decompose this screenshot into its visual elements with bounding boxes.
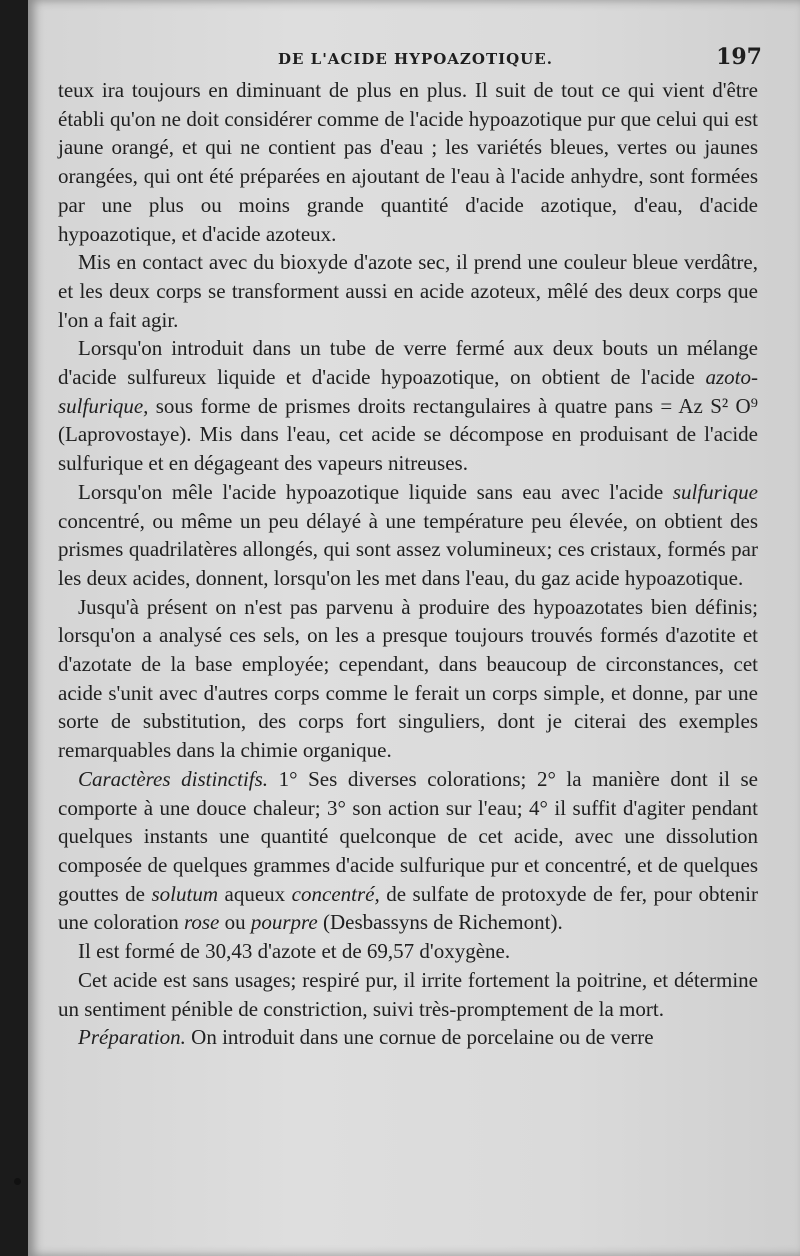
paragraph-acide-sulfurique	[58, 478, 758, 593]
text-run: Lorsqu'on introduit dans un tube de verre fermé aux deux bouts un mélange d'acide sulfureux liquide et d'acide hypoazotique, on obtient de l'acide	[58, 336, 758, 390]
text-run: aqueux	[218, 881, 292, 906]
section-heading: Caractères distinctifs.	[78, 766, 269, 791]
page-header	[58, 44, 762, 76]
italic-term: rose	[183, 910, 220, 935]
text-run: Lorsqu'on mêle l'acide hypoazotique liquide sans eau avec l'acide	[78, 479, 673, 504]
text-run: Il est formé de 30,43 d'azote et de 69,57 d'oxygène.	[78, 939, 511, 964]
text-run: teux ira toujours en diminuant de plus en plus. Il suit de tout ce qui vient d'être établi qu'on ne doit considérer comme de l'acide hypoazotique pur que celui qui est jaune orangé, et qui ne contient pas d'eau ; les variétés bleues, vertes ou jaunes orangées, qui ont été préparées en ajoutant de l'eau à l'acide anhydre, sont formées par une plus ou moins grande quantité d'acide azotique, d'eau, d'acide hypoazotique, et d'acide azoteux.	[58, 78, 758, 246]
text-run: (Desbassyns de Richemont).	[317, 910, 563, 935]
section-heading: Préparation.	[78, 1025, 186, 1050]
book-page	[28, 0, 800, 1256]
paragraph-composition	[58, 937, 758, 966]
paragraph-caracteres	[58, 765, 758, 937]
text-run: de sulfate de protoxyde de fer, pour obtenir une coloration	[58, 881, 759, 935]
text-run: Cet acide est sans usages; respiré pur, il irrite fortement la poitrine, et détermine un sentiment pénible de constriction, suivi très-promptement de la mort.	[58, 967, 758, 1021]
paragraph-hypoazotates	[58, 593, 758, 765]
paragraph-bioxyde	[58, 248, 758, 334]
text-run: On introduit dans une cornue de porcelaine ou de verre	[185, 1025, 654, 1050]
text-run: Mis en contact avec du bioxyde d'azote sec, il prend une couleur bleue verdâtre, et les deux corps se transforment aussi en acide azoteux, mêlé des deux corps que l'on a fait agir.	[58, 250, 758, 332]
paragraph-azoto-sulfurique	[58, 334, 758, 478]
italic-term: solutum	[151, 881, 219, 906]
text-run: ou	[219, 910, 251, 935]
italic-term: pourpre	[250, 910, 318, 935]
paragraph-continuation	[58, 76, 758, 248]
paragraph-usages	[58, 966, 758, 1023]
text-run: Jusqu'à présent on n'est pas parvenu à produire des hypoazotates bien définis; lorsqu'on a analysé ces sels, on les a presque toujours trouvés formés d'azotite et d'azotate de la base employée; cependant, dans beaucoup de circonstances, cet acide s'unit avec d'autres corps comme le ferait un corps simple, et donne, par une sorte de substitution, des corps fort singuliers, dont je citerai des exemples remarquables dans la chimie organique.	[58, 594, 758, 763]
italic-term: azoto-sulfurique,	[58, 365, 758, 418]
text-run: concentré, ou même un peu délayé à une température peu élevée, on obtient des prismes quadrilatères allongés, qui sont assez volumineux; ces cristaux, formés par les deux acides, donnent, lorsqu'on les met dans l'eau, du gaz acide hypoazotique.	[58, 508, 758, 590]
text-run: sous forme de prismes droits rectangulaires à quatre pans = Az S² O⁹ (Laprovostaye). Mis dans l'eau, cet acide se décompose en produisant de l'acide sulfurique et en dégageant des vapeurs nitreuses.	[58, 393, 758, 476]
running-head: DE L'ACIDE HYPOAZOTIQUE.	[278, 50, 553, 68]
page-number: 197	[716, 44, 762, 70]
text-run: 1° Ses diverses colorations; 2° la manière dont il se comporte à une douce chaleur; 3° son action sur l'eau; 4° il suffit d'agiter pendant quelques instants une quantité quelconque de cet acide, avec une dissolution composée de quelques grammes d'acide sulfurique pur et concentré, et de quelques gouttes de	[58, 766, 758, 906]
margin-dot	[14, 1178, 21, 1185]
italic-term: sulfurique	[672, 479, 758, 504]
paragraph-preparation	[58, 1023, 758, 1052]
body-text	[58, 76, 758, 1052]
italic-term: concentré,	[291, 881, 380, 906]
